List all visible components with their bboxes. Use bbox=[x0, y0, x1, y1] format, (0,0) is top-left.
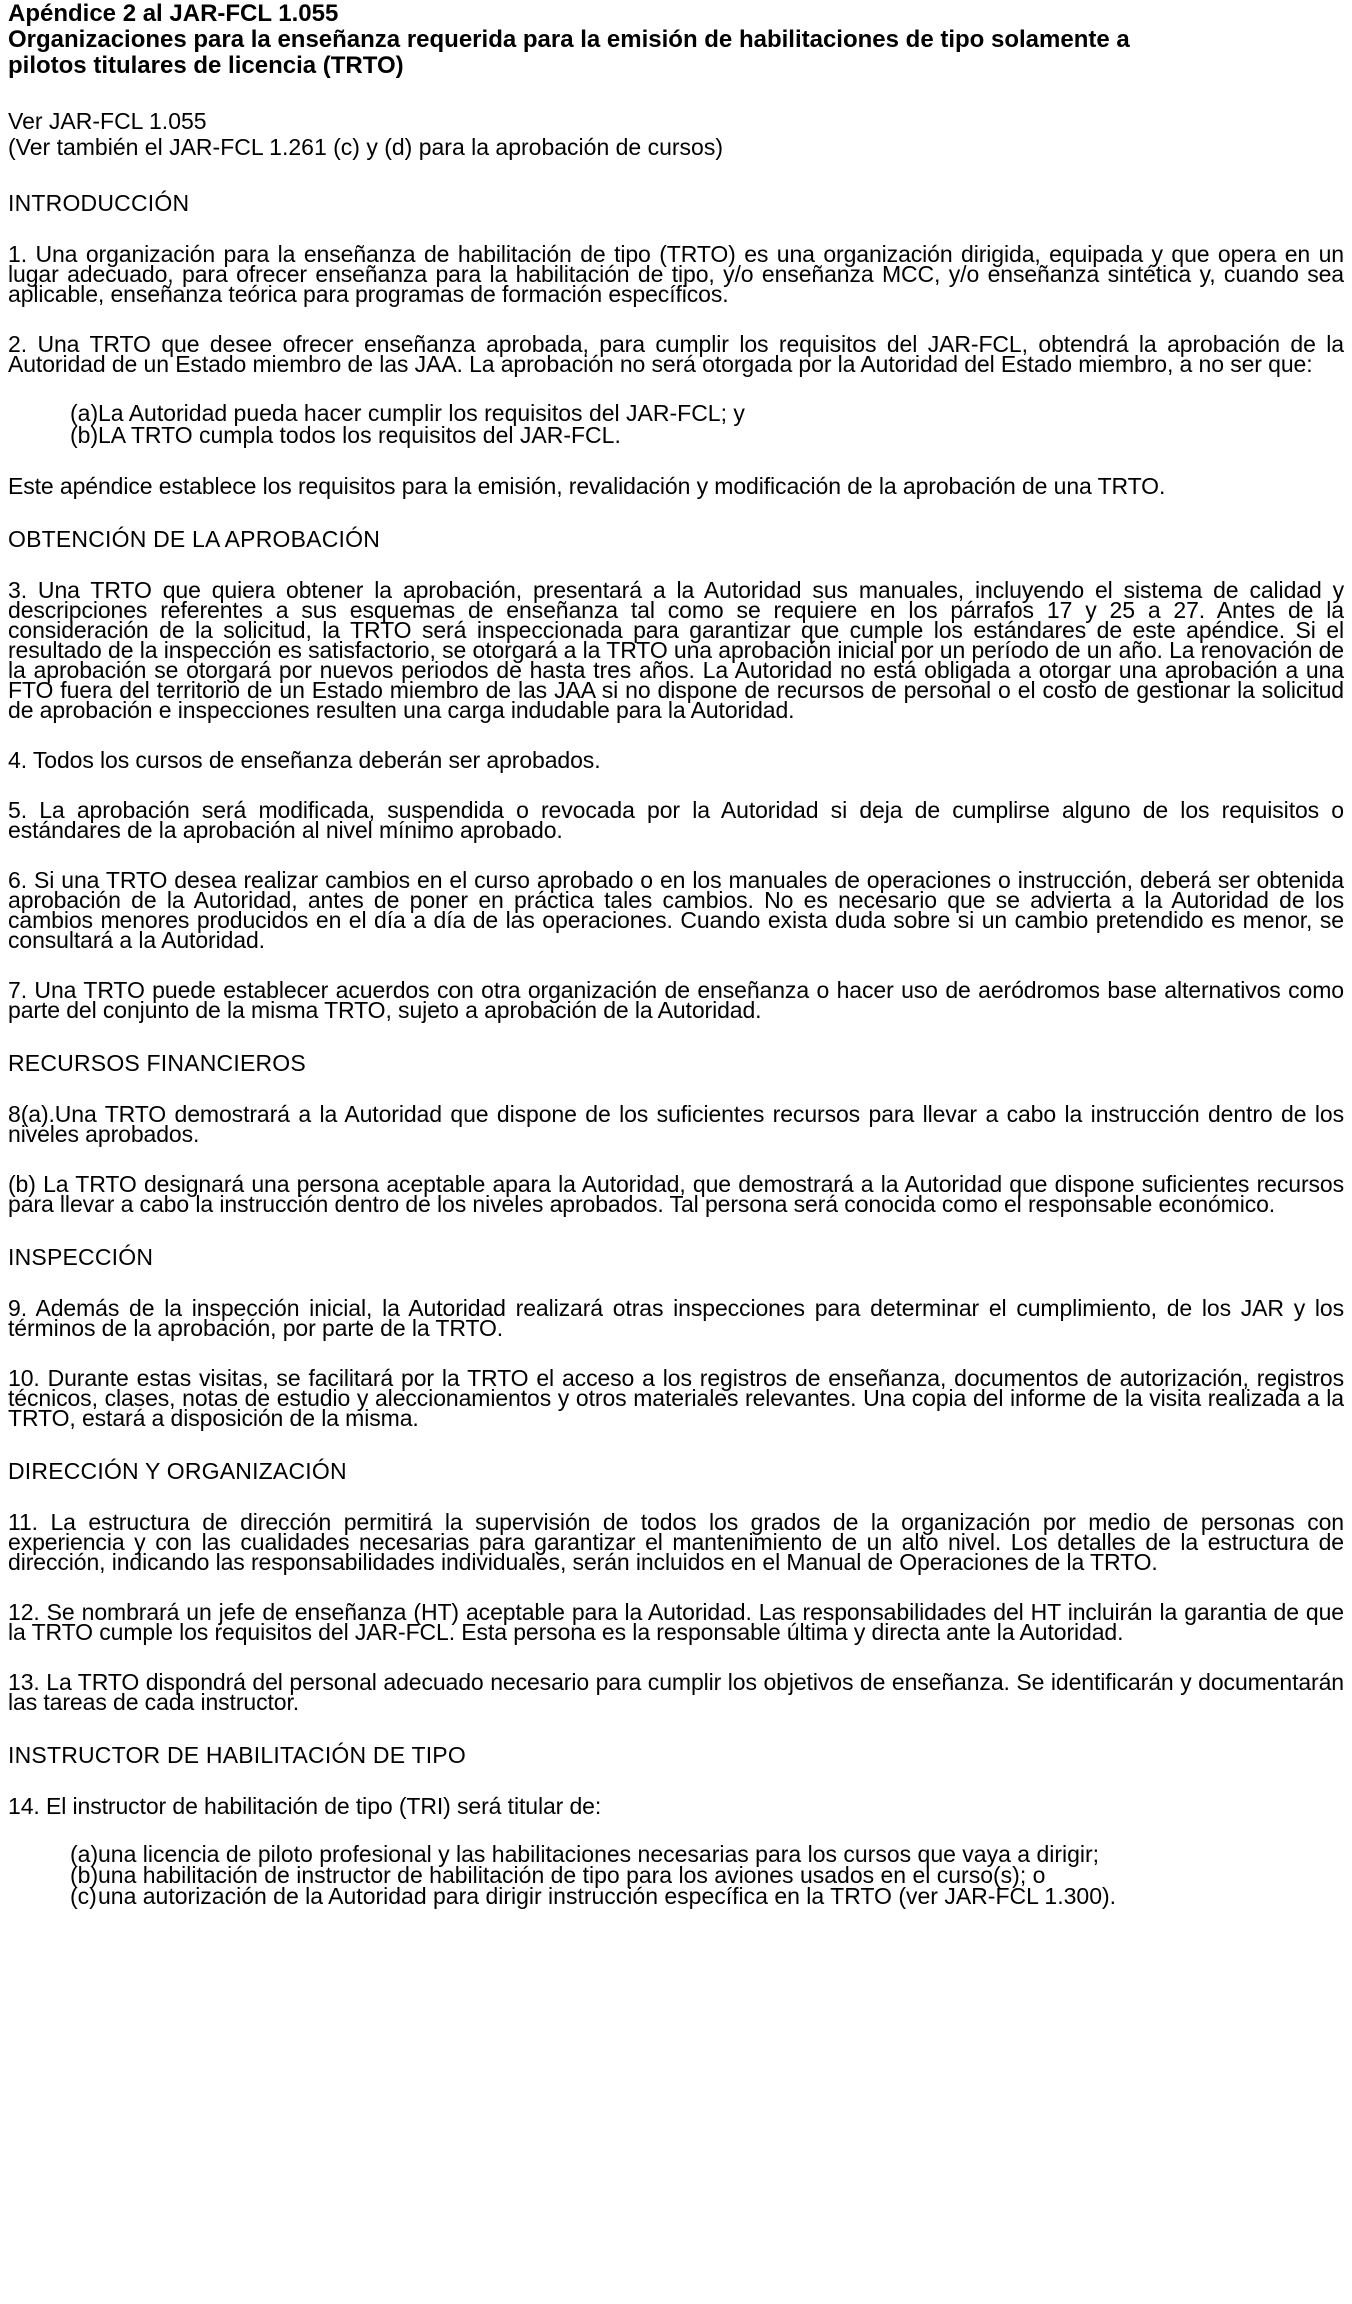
paragraph-3: 3. Una TRTO que quiera obtener la aprobación, presentará a la Autoridad sus manuales, incluyendo el sistema de calidad y descripciones referentes a sus esquemas de enseñanza tal como se requiere en los párrafos 17 y 25 a 27. Antes de la consideración de la solicitud, la TRTO será inspeccionada para garantizar que cumple los estándares de este apéndice. Si el resultado de la inspección es satisfactorio, se otorgará a la TRTO una aprobación inicial por un período de un año. La renovación de la aprobación se otorgará por nuevos periodos de hasta tres años. La Autoridad no está obligada a otorgar una aprobación a una FTO fuera del territorio de un Estado miembro de las JAA si no dispone de recursos de personal o el costo de gestionar la solicitud de aprobación e inspecciones resulten una carga indudable para la Autoridad. bbox=[8, 577, 1344, 723]
paragraph-2-after: Este apéndice establece los requisitos para la emisión, revalidación y modificación de la aprobación de una TRTO. bbox=[8, 473, 1166, 499]
list-marker: (c) bbox=[70, 1883, 97, 1909]
section-heading-inspeccion: INSPECCIÓN bbox=[8, 1244, 154, 1270]
list-marker: (b) bbox=[70, 422, 99, 448]
paragraph-8a: 8(a).Una TRTO demostrará a la Autoridad que dispone de los suficientes recursos para llevar a cabo la instrucción dentro de los niveles aprobados. bbox=[8, 1101, 1344, 1147]
appendix-title: Apéndice 2 al JAR-FCL 1.055 bbox=[8, 0, 339, 27]
list-marker: (b) bbox=[70, 1862, 99, 1888]
list-item-text: La Autoridad pueda hacer cumplir los requisitos del JAR-FCL; y bbox=[98, 400, 745, 426]
paragraph-5: 5. La aprobación será modificada, suspendida o revocada por la Autoridad si deja de cumplirse alguno de los requisitos o estándares de la aprobación al nivel mínimo aprobado. bbox=[8, 797, 1344, 843]
list-item bbox=[70, 1883, 1344, 1909]
paragraph-11: 11. La estructura de dirección permitirá la supervisión de todos los grados de la organización por medio de personas con experiencia y con las cualidades necesarias para garantizar el mantenimiento de un alto nivel. Los detalles de la estructura de dirección, indicando las responsabilidades individuales, serán incluidos en el Manual de Operaciones de la TRTO. bbox=[8, 1509, 1344, 1575]
references bbox=[8, 108, 1344, 160]
list-marker: (a) bbox=[70, 400, 99, 426]
paragraph-7: 7. Una TRTO puede establecer acuerdos con otra organización de enseñanza o hacer uso de aeródromos base alternativos como parte del conjunto de la misma TRTO, sujeto a aprobación de la Autoridad. bbox=[8, 977, 1344, 1023]
list-item-text: una licencia de piloto profesional y las habilitaciones necesarias para los cursos que vaya a dirigir; bbox=[98, 1841, 1100, 1867]
paragraph-10: 10. Durante estas visitas, se facilitará por la TRTO el acceso a los registros de enseñanza, documentos de autorización, registros técnicos, clases, notas de estudio y aleccionamientos y otros materiales relevantes. Una copia del informe de la visita realizada a la TRTO, estará a disposición de la misma. bbox=[8, 1365, 1344, 1431]
section-heading-instructor: INSTRUCTOR DE HABILITACIÓN DE TIPO bbox=[8, 1742, 466, 1768]
paragraph-8b: (b) La TRTO designará una persona aceptable apara la Autoridad, que demostrará a la Autoridad que dispone suficientes recursos para llevar a cabo la instrucción dentro de los niveles aprobados. Tal persona será conocida como el responsable económico. bbox=[8, 1171, 1344, 1217]
paragraph-4: 4. Todos los cursos de enseñanza deberán ser aprobados. bbox=[8, 747, 601, 773]
paragraph-13: 13. La TRTO dispondrá del personal adecuado necesario para cumplir los objetivos de enseñanza. Se identificarán y documentarán las tareas de cada instructor. bbox=[8, 1669, 1344, 1715]
list-item-text: una habilitación de instructor de habilitación de tipo para los aviones usados en el curso(s); o bbox=[98, 1862, 1046, 1888]
paragraph-1: 1. Una organización para la enseñanza de habilitación de tipo (TRTO) es una organización dirigida, equipada y que opera en un lugar adecuado, para ofrecer enseñanza para la habilitación de tipo, y/o enseñanza MCC, y/o enseñanza sintética y, cuando sea aplicable, enseñanza teórica para programas de formación específicos. bbox=[8, 241, 1344, 307]
paragraph-6: 6. Si una TRTO desea realizar cambios en el curso aprobado o en los manuales de operaciones o instrucción, deberá ser obtenida aprobación de la Autoridad, antes de poner en práctica tales cambios. No es necesario que se advierta a la Autoridad de los cambios menores producidos en el día a día de las operaciones. Cuando exista duda sobre si un cambio pretendido es menor, se consultará a la Autoridad. bbox=[8, 867, 1344, 953]
document-title bbox=[8, 0, 1344, 79]
paragraph-9: 9. Además de la inspección inicial, la Autoridad realizará otras inspecciones para determinar el cumplimiento, de los JAR y los términos de la aprobación, por parte de la TRTO. bbox=[8, 1295, 1344, 1341]
section-heading-introduccion: INTRODUCCIÓN bbox=[8, 190, 190, 216]
paragraph-2: 2. Una TRTO que desee ofrecer enseñanza aprobada, para cumplir los requisitos del JAR-FCL, obtendrá la aprobación de la Autoridad de un Estado miembro de las JAA. La aprobación no será otorgada por la Autoridad del Estado miembro, a no ser que: bbox=[8, 331, 1344, 377]
section-heading-direccion: DIRECCIÓN Y ORGANIZACIÓN bbox=[8, 1458, 347, 1484]
reference-line-2: (Ver también el JAR-FCL 1.261 (c) y (d) para la aprobación de cursos) bbox=[8, 134, 724, 160]
list-marker: (a) bbox=[70, 1841, 99, 1867]
section-heading-obtencion: OBTENCIÓN DE LA APROBACIÓN bbox=[8, 526, 381, 552]
section-heading-recursos: RECURSOS FINANCIEROS bbox=[8, 1050, 306, 1076]
reference-line-1: Ver JAR-FCL 1.055 bbox=[8, 108, 207, 134]
list-item-text: una autorización de la Autoridad para dirigir instrucción específica en la TRTO (ver JAR-FCL 1.300). bbox=[98, 1883, 1117, 1909]
paragraph-2-list bbox=[70, 402, 1344, 446]
list-item bbox=[70, 402, 1344, 424]
list-item bbox=[70, 424, 1344, 446]
paragraph-14: 14. El instructor de habilitación de tipo (TRI) será titular de: bbox=[8, 1793, 602, 1819]
appendix-subtitle-line2: pilotos titulares de licencia (TRTO) bbox=[8, 52, 404, 79]
appendix-subtitle-line1: Organizaciones para la enseñanza requerida para la emisión de habilitaciones de tipo solamente a bbox=[8, 26, 1130, 53]
list-item-text: LA TRTO cumpla todos los requisitos del JAR-FCL. bbox=[98, 422, 621, 448]
paragraph-12: 12. Se nombrará un jefe de enseñanza (HT) aceptable para la Autoridad. Las responsabilidades del HT incluirán la garantia de que la TRTO cumple los requisitos del JAR-FCL. Esta persona es la responsable última y directa ante la Autoridad. bbox=[8, 1599, 1344, 1645]
paragraph-14-list bbox=[70, 1841, 1344, 1909]
